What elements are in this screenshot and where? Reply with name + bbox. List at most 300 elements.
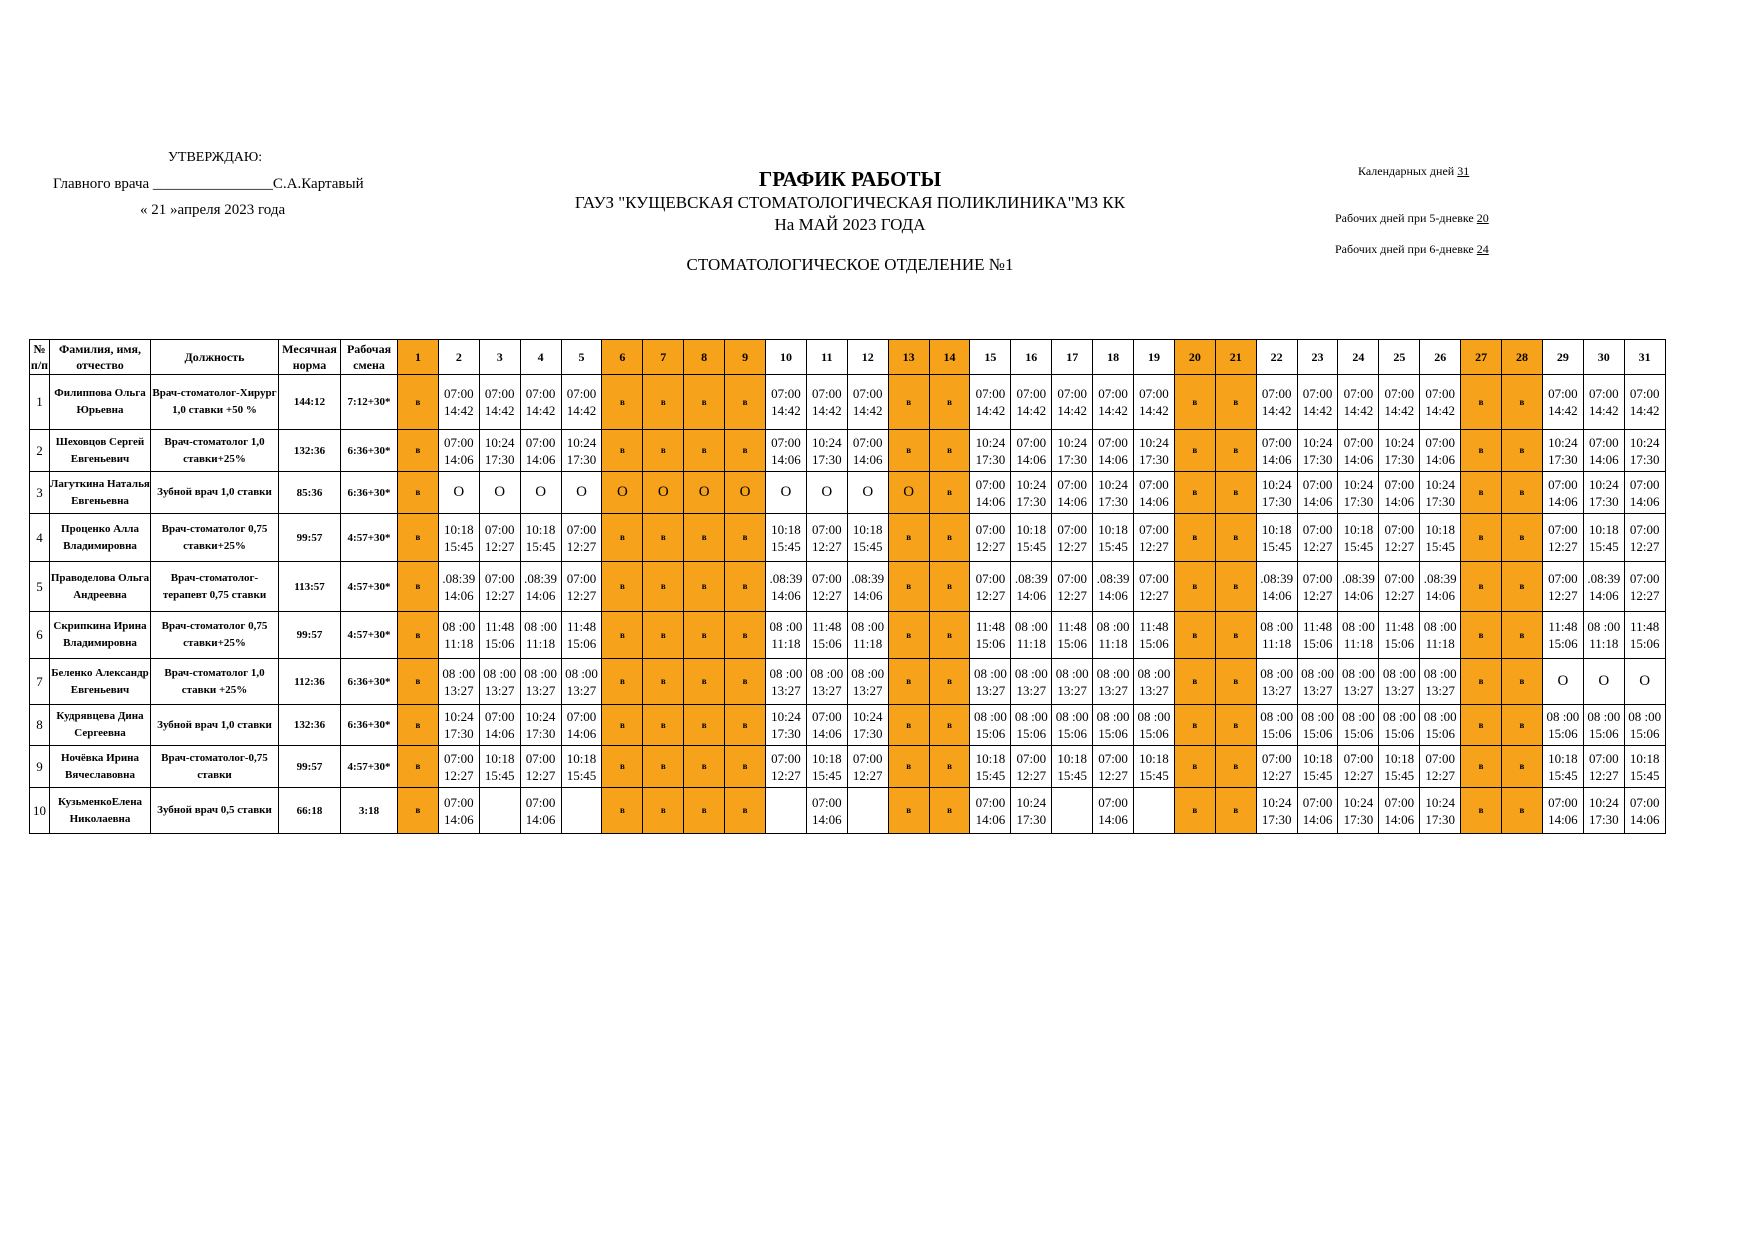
schedule-cell: .08:39 14:06 bbox=[847, 562, 888, 612]
header-day-31: 31 bbox=[1624, 340, 1665, 375]
schedule-cell: 07:00 14:42 bbox=[1624, 375, 1665, 430]
schedule-cell: 07:00 12:27 bbox=[1134, 514, 1175, 562]
schedule-cell: 08 :00 15:06 bbox=[1338, 705, 1379, 746]
schedule-cell: 07:00 14:06 bbox=[520, 788, 561, 834]
schedule-cell: 10:24 17:30 bbox=[1256, 472, 1297, 514]
row-number: 4 bbox=[30, 514, 50, 562]
schedule-cell: 10:24 17:30 bbox=[1420, 788, 1461, 834]
schedule-cell: О bbox=[766, 472, 807, 514]
schedule-cell: 10:18 15:45 bbox=[1379, 746, 1420, 788]
schedule-cell: 07:00 14:06 bbox=[806, 705, 847, 746]
schedule-cell: в bbox=[1502, 514, 1543, 562]
schedule-cell: 10:18 15:45 bbox=[1052, 746, 1093, 788]
schedule-cell: 08 :00 15:06 bbox=[1052, 705, 1093, 746]
schedule-cell: в bbox=[888, 375, 929, 430]
schedule-cell: в bbox=[725, 705, 766, 746]
schedule-cell: 07:00 14:42 bbox=[520, 375, 561, 430]
employee-position: Врач-стоматолог-Хирург 1,0 ставки +50 % bbox=[151, 375, 279, 430]
schedule-cell: О bbox=[520, 472, 561, 514]
table-row bbox=[30, 562, 1666, 612]
schedule-cell: 08 :00 13:27 bbox=[1256, 659, 1297, 705]
schedule-cell: в bbox=[929, 788, 970, 834]
schedule-cell: в bbox=[1461, 705, 1502, 746]
schedule-cell: в bbox=[1215, 472, 1256, 514]
schedule-cell: 07:00 14:06 bbox=[1093, 430, 1134, 472]
schedule-cell: 08 :00 13:27 bbox=[1420, 659, 1461, 705]
employee-name: Лагуткина Наталья Евгеньевна bbox=[50, 472, 151, 514]
schedule-cell: в bbox=[1174, 430, 1215, 472]
schedule-cell: 07:00 12:27 bbox=[1256, 746, 1297, 788]
schedule-cell: 10:24 17:30 bbox=[847, 705, 888, 746]
header-shift: Рабочая смена bbox=[341, 340, 398, 375]
schedule-cell: 10:18 15:45 bbox=[1093, 514, 1134, 562]
approve-label: УТВЕРЖДАЮ: bbox=[168, 150, 263, 165]
schedule-cell: 10:18 15:45 bbox=[1134, 746, 1175, 788]
schedule-cell: 07:00 14:06 bbox=[1052, 472, 1093, 514]
monthly-norm: 132:36 bbox=[279, 705, 341, 746]
schedule-cell: 07:00 14:42 bbox=[1338, 375, 1379, 430]
schedule-cell: в bbox=[929, 514, 970, 562]
employee-name: Скрипкина Ирина Владимировна bbox=[50, 612, 151, 659]
schedule-cell: 07:00 14:06 bbox=[561, 705, 602, 746]
schedule-cell: 08 :00 13:27 bbox=[1379, 659, 1420, 705]
schedule-cell: в bbox=[1174, 705, 1215, 746]
employee-name: Шеховцов Сергей Евгеньевич bbox=[50, 430, 151, 472]
schedule-cell: в bbox=[1174, 659, 1215, 705]
schedule-cell: 07:00 14:06 bbox=[1256, 430, 1297, 472]
schedule-cell: 10:18 15:45 bbox=[847, 514, 888, 562]
schedule-cell: 10:24 17:30 bbox=[1338, 788, 1379, 834]
schedule-cell: О bbox=[438, 472, 479, 514]
schedule-cell: в bbox=[725, 375, 766, 430]
row-number: 7 bbox=[30, 659, 50, 705]
header-day-15: 15 bbox=[970, 340, 1011, 375]
schedule-cell: в bbox=[1461, 612, 1502, 659]
schedule-cell: 10:18 15:45 bbox=[1583, 514, 1624, 562]
employee-name: Праводелова Ольга Андреевна bbox=[50, 562, 151, 612]
schedule-cell: 07:00 14:06 bbox=[520, 430, 561, 472]
schedule-cell: в bbox=[1461, 472, 1502, 514]
schedule-cell: 08 :00 11:18 bbox=[1256, 612, 1297, 659]
schedule-cell: 08 :00 13:27 bbox=[479, 659, 520, 705]
schedule-cell: в bbox=[398, 612, 439, 659]
schedule-cell: в bbox=[1461, 375, 1502, 430]
employee-position: Зубной врач 1,0 ставки bbox=[151, 705, 279, 746]
schedule-cell: 08 :00 15:06 bbox=[1624, 705, 1665, 746]
schedule-cell: 07:00 14:42 bbox=[479, 375, 520, 430]
schedule-cell: 10:18 15:45 bbox=[1338, 514, 1379, 562]
header-day-11: 11 bbox=[806, 340, 847, 375]
schedule-cell: в bbox=[643, 788, 684, 834]
schedule-cell: 07:00 14:06 bbox=[1583, 430, 1624, 472]
schedule-cell: 07:00 14:06 bbox=[970, 472, 1011, 514]
monthly-norm: 99:57 bbox=[279, 746, 341, 788]
schedule-cell: в bbox=[725, 430, 766, 472]
schedule-cell: 08 :00 13:27 bbox=[1338, 659, 1379, 705]
header-norm: Месячная норма bbox=[279, 340, 341, 375]
employee-position: Врач-стоматолог 1,0 ставки+25% bbox=[151, 430, 279, 472]
schedule-cell: в bbox=[643, 562, 684, 612]
schedule-cell: 07:00 12:27 bbox=[1624, 514, 1665, 562]
header-day-29: 29 bbox=[1542, 340, 1583, 375]
schedule-cell: в bbox=[602, 612, 643, 659]
header-num: № п/п bbox=[30, 340, 50, 375]
schedule-cell: в bbox=[1215, 705, 1256, 746]
schedule-cell: 11:48 15:06 bbox=[1052, 612, 1093, 659]
schedule-cell: 11:48 15:06 bbox=[970, 612, 1011, 659]
schedule-cell: 10:18 15:45 bbox=[1624, 746, 1665, 788]
schedule-cell: 10:18 15:45 bbox=[1297, 746, 1338, 788]
schedule-cell: .08:39 14:06 bbox=[1420, 562, 1461, 612]
schedule-cell: 07:00 14:42 bbox=[847, 375, 888, 430]
schedule-cell: в bbox=[684, 746, 725, 788]
schedule-cell: 07:00 12:27 bbox=[1134, 562, 1175, 612]
schedule-cell: 07:00 14:06 bbox=[1379, 788, 1420, 834]
header-day-22: 22 bbox=[1256, 340, 1297, 375]
monthly-norm: 113:57 bbox=[279, 562, 341, 612]
schedule-cell: 10:18 15:45 bbox=[1011, 514, 1052, 562]
schedule-cell: в bbox=[1174, 788, 1215, 834]
schedule-cell bbox=[479, 788, 520, 834]
six-day-value: 24 bbox=[1476, 242, 1489, 256]
schedule-cell: 10:18 15:45 bbox=[1256, 514, 1297, 562]
schedule-cell: в bbox=[1174, 746, 1215, 788]
row-number: 6 bbox=[30, 612, 50, 659]
schedule-cell: 07:00 14:06 bbox=[847, 430, 888, 472]
schedule-cell: в bbox=[602, 514, 643, 562]
schedule-cell: 08 :00 13:27 bbox=[438, 659, 479, 705]
schedule-cell: в bbox=[725, 788, 766, 834]
schedule-cell: в bbox=[684, 562, 725, 612]
header-day-13: 13 bbox=[888, 340, 929, 375]
schedule-cell: .08:39 14:06 bbox=[1011, 562, 1052, 612]
schedule-cell: 08 :00 15:06 bbox=[1542, 705, 1583, 746]
schedule-cell: 08 :00 13:27 bbox=[806, 659, 847, 705]
schedule-cell: .08:39 14:06 bbox=[766, 562, 807, 612]
table-row bbox=[30, 375, 1666, 430]
schedule-cell: 10:24 17:30 bbox=[520, 705, 561, 746]
employee-name: КузьменкоЕлена Николаевна bbox=[50, 788, 151, 834]
schedule-cell: 07:00 12:27 bbox=[438, 746, 479, 788]
schedule-cell: 07:00 14:06 bbox=[1338, 430, 1379, 472]
schedule-cell: 08 :00 11:18 bbox=[1093, 612, 1134, 659]
schedule-cell: 07:00 14:42 bbox=[561, 375, 602, 430]
header-day-23: 23 bbox=[1297, 340, 1338, 375]
schedule-table bbox=[29, 339, 1666, 834]
schedule-cell: 11:48 15:06 bbox=[479, 612, 520, 659]
schedule-cell: в bbox=[643, 514, 684, 562]
schedule-cell: 07:00 12:27 bbox=[1297, 514, 1338, 562]
schedule-cell: в bbox=[398, 472, 439, 514]
schedule-cell: в bbox=[929, 612, 970, 659]
schedule-cell: 07:00 14:42 bbox=[1583, 375, 1624, 430]
schedule-cell: в bbox=[643, 375, 684, 430]
schedule-cell: 10:24 17:30 bbox=[561, 430, 602, 472]
header-day-14: 14 bbox=[929, 340, 970, 375]
schedule-cell bbox=[766, 788, 807, 834]
table-row bbox=[30, 472, 1666, 514]
table-row bbox=[30, 430, 1666, 472]
work-shift: 6:36+30* bbox=[341, 430, 398, 472]
schedule-cell: в bbox=[1215, 746, 1256, 788]
schedule-cell: в bbox=[1461, 746, 1502, 788]
schedule-cell: в bbox=[1502, 659, 1543, 705]
schedule-cell: 07:00 14:06 bbox=[1011, 430, 1052, 472]
header-day-9: 9 bbox=[725, 340, 766, 375]
employee-name: Проценко Алла Владимировна bbox=[50, 514, 151, 562]
schedule-cell: 10:24 17:30 bbox=[1011, 788, 1052, 834]
schedule-cell: в bbox=[725, 514, 766, 562]
schedule-cell: 08 :00 13:27 bbox=[766, 659, 807, 705]
schedule-cell: 07:00 12:27 bbox=[1297, 562, 1338, 612]
schedule-cell: в bbox=[1502, 705, 1543, 746]
schedule-cell: в bbox=[888, 788, 929, 834]
schedule-cell: 08 :00 13:27 bbox=[561, 659, 602, 705]
schedule-cell: в bbox=[684, 705, 725, 746]
header-day-4: 4 bbox=[520, 340, 561, 375]
schedule-cell: в bbox=[643, 659, 684, 705]
schedule-cell: в bbox=[888, 746, 929, 788]
schedule-cell: в bbox=[684, 788, 725, 834]
schedule-cell: 07:00 14:06 bbox=[1542, 472, 1583, 514]
schedule-cell: 08 :00 11:18 bbox=[1338, 612, 1379, 659]
schedule-cell: в bbox=[929, 472, 970, 514]
schedule-cell: .08:39 14:06 bbox=[1093, 562, 1134, 612]
employee-name: Беленко Александр Евгеньевич bbox=[50, 659, 151, 705]
schedule-cell: 07:00 12:27 bbox=[1542, 562, 1583, 612]
schedule-cell: в bbox=[888, 659, 929, 705]
schedule-cell: 07:00 14:42 bbox=[1093, 375, 1134, 430]
schedule-cell: в bbox=[643, 705, 684, 746]
schedule-cell: 10:24 17:30 bbox=[766, 705, 807, 746]
schedule-cell: 08 :00 13:27 bbox=[1052, 659, 1093, 705]
schedule-cell: 08 :00 11:18 bbox=[1583, 612, 1624, 659]
schedule-cell: 07:00 12:27 bbox=[1052, 562, 1093, 612]
schedule-cell: 07:00 12:27 bbox=[970, 514, 1011, 562]
schedule-cell: О bbox=[643, 472, 684, 514]
schedule-cell: в bbox=[929, 375, 970, 430]
schedule-cell: 08 :00 15:06 bbox=[1297, 705, 1338, 746]
schedule-cell: в bbox=[684, 514, 725, 562]
work-shift: 4:57+30* bbox=[341, 746, 398, 788]
schedule-cell: 08 :00 13:27 bbox=[1297, 659, 1338, 705]
schedule-cell: в bbox=[1215, 659, 1256, 705]
schedule-cell: 10:24 17:30 bbox=[1624, 430, 1665, 472]
schedule-cell: в bbox=[1461, 659, 1502, 705]
schedule-cell: О bbox=[847, 472, 888, 514]
monthly-norm: 112:36 bbox=[279, 659, 341, 705]
header-day-24: 24 bbox=[1338, 340, 1379, 375]
row-number: 3 bbox=[30, 472, 50, 514]
schedule-cell: 10:24 17:30 bbox=[1420, 472, 1461, 514]
period-line: На МАЙ 2023 ГОДА bbox=[774, 215, 926, 234]
schedule-cell: 07:00 12:27 bbox=[1011, 746, 1052, 788]
row-number: 5 bbox=[30, 562, 50, 612]
organization-name: ГАУЗ "КУЩЕВСКАЯ СТОМАТОЛОГИЧЕСКАЯ ПОЛИКЛИНИКА"МЗ КК bbox=[574, 193, 1126, 212]
schedule-cell: О bbox=[806, 472, 847, 514]
department-name: СТОМАТОЛОГИЧЕСКОЕ ОТДЕЛЕНИЕ №1 bbox=[686, 255, 1014, 274]
schedule-cell: 07:00 14:06 bbox=[1134, 472, 1175, 514]
schedule-cell: 10:24 17:30 bbox=[1542, 430, 1583, 472]
schedule-cell: 10:24 17:30 bbox=[1297, 430, 1338, 472]
schedule-cell: 07:00 14:42 bbox=[1542, 375, 1583, 430]
header-position: Должность bbox=[151, 340, 279, 375]
six-day-label: Рабочих дней при 6-дневке bbox=[1335, 242, 1474, 256]
schedule-cell: 07:00 12:27 bbox=[847, 746, 888, 788]
schedule-cell: 10:18 15:45 bbox=[479, 746, 520, 788]
row-number: 8 bbox=[30, 705, 50, 746]
schedule-cell: 10:18 15:45 bbox=[561, 746, 602, 788]
schedule-cell: 08 :00 15:06 bbox=[970, 705, 1011, 746]
schedule-cell: 07:00 14:42 bbox=[1420, 375, 1461, 430]
schedule-cell: О bbox=[602, 472, 643, 514]
schedule-body bbox=[30, 375, 1666, 834]
schedule-cell: 07:00 12:27 bbox=[806, 514, 847, 562]
schedule-cell: 07:00 12:27 bbox=[1542, 514, 1583, 562]
schedule-cell: в bbox=[602, 788, 643, 834]
employee-position: Врач-стоматолог 1,0 ставки +25% bbox=[151, 659, 279, 705]
schedule-cell: 07:00 12:27 bbox=[520, 746, 561, 788]
schedule-cell: в bbox=[1215, 375, 1256, 430]
schedule-cell: 08 :00 13:27 bbox=[970, 659, 1011, 705]
monthly-norm: 99:57 bbox=[279, 612, 341, 659]
employee-name: Ночёвка Ирина Вячеславовна bbox=[50, 746, 151, 788]
schedule-cell: в bbox=[888, 430, 929, 472]
header-day-10: 10 bbox=[766, 340, 807, 375]
schedule-cell: в bbox=[602, 562, 643, 612]
schedule-cell: 07:00 14:06 bbox=[806, 788, 847, 834]
schedule-cell: в bbox=[1215, 430, 1256, 472]
employee-position: Врач-стоматолог 0,75 ставки+25% bbox=[151, 612, 279, 659]
schedule-cell: 10:24 17:30 bbox=[1583, 788, 1624, 834]
schedule-cell: в bbox=[725, 659, 766, 705]
schedule-cell: .08:39 14:06 bbox=[1338, 562, 1379, 612]
schedule-cell: 10:24 17:30 bbox=[1256, 788, 1297, 834]
schedule-cell: в bbox=[1461, 430, 1502, 472]
header-day-6: 6 bbox=[602, 340, 643, 375]
schedule-cell: О bbox=[1624, 659, 1665, 705]
six-day-workdays bbox=[1335, 242, 1489, 257]
employee-position: Зубной врач 0,5 ставки bbox=[151, 788, 279, 834]
header-row bbox=[30, 340, 1666, 375]
schedule-cell: 07:00 12:27 bbox=[561, 562, 602, 612]
schedule-cell: 10:24 17:30 bbox=[1134, 430, 1175, 472]
work-shift: 4:57+30* bbox=[341, 514, 398, 562]
schedule-cell: 08 :00 15:06 bbox=[1011, 705, 1052, 746]
schedule-cell: 10:24 17:30 bbox=[806, 430, 847, 472]
row-number: 9 bbox=[30, 746, 50, 788]
header-day-21: 21 bbox=[1215, 340, 1256, 375]
schedule-cell: в bbox=[602, 746, 643, 788]
work-shift: 4:57+30* bbox=[341, 612, 398, 659]
header-day-28: 28 bbox=[1502, 340, 1543, 375]
schedule-cell: в bbox=[1174, 514, 1215, 562]
schedule-cell: в bbox=[725, 612, 766, 659]
schedule-cell: 10:24 17:30 bbox=[438, 705, 479, 746]
schedule-cell: .08:39 14:06 bbox=[1256, 562, 1297, 612]
schedule-cell: в bbox=[398, 659, 439, 705]
work-shift: 7:12+30* bbox=[341, 375, 398, 430]
header-day-20: 20 bbox=[1174, 340, 1215, 375]
schedule-cell: 10:24 17:30 bbox=[1093, 472, 1134, 514]
schedule-cell: 11:48 15:06 bbox=[561, 612, 602, 659]
schedule-cell: 11:48 15:06 bbox=[1297, 612, 1338, 659]
schedule-cell: 07:00 14:42 bbox=[1011, 375, 1052, 430]
schedule-cell: 07:00 14:42 bbox=[766, 375, 807, 430]
schedule-cell: 10:18 15:45 bbox=[766, 514, 807, 562]
header-day-1: 1 bbox=[398, 340, 439, 375]
schedule-cell: 11:48 15:06 bbox=[1542, 612, 1583, 659]
schedule-cell: 07:00 14:06 bbox=[1542, 788, 1583, 834]
schedule-cell: 10:18 15:45 bbox=[1420, 514, 1461, 562]
schedule-cell: 07:00 14:06 bbox=[1379, 472, 1420, 514]
schedule-cell: в bbox=[398, 788, 439, 834]
schedule-cell: 07:00 12:27 bbox=[1420, 746, 1461, 788]
schedule-cell: 07:00 12:27 bbox=[1624, 562, 1665, 612]
header-day-27: 27 bbox=[1461, 340, 1502, 375]
schedule-cell: в bbox=[929, 562, 970, 612]
schedule-cell: 08 :00 15:06 bbox=[1583, 705, 1624, 746]
schedule-cell: 07:00 12:27 bbox=[1052, 514, 1093, 562]
schedule-cell: в bbox=[602, 375, 643, 430]
schedule-cell: 07:00 14:42 bbox=[1297, 375, 1338, 430]
schedule-cell: 07:00 14:06 bbox=[479, 705, 520, 746]
schedule-cell: в bbox=[643, 612, 684, 659]
schedule-cell: О bbox=[684, 472, 725, 514]
monthly-norm: 85:36 bbox=[279, 472, 341, 514]
monthly-norm: 132:36 bbox=[279, 430, 341, 472]
schedule-cell: 07:00 14:06 bbox=[970, 788, 1011, 834]
schedule-cell: 07:00 14:42 bbox=[1379, 375, 1420, 430]
header-name: Фамилия, имя, отчество bbox=[50, 340, 151, 375]
schedule-cell: 08 :00 15:06 bbox=[1134, 705, 1175, 746]
schedule-cell: 07:00 14:06 bbox=[766, 430, 807, 472]
schedule-cell: в bbox=[1215, 612, 1256, 659]
table-row bbox=[30, 612, 1666, 659]
schedule-cell bbox=[1052, 788, 1093, 834]
schedule-cell: 08 :00 13:27 bbox=[847, 659, 888, 705]
schedule-cell bbox=[1134, 788, 1175, 834]
schedule-cell: 10:24 17:30 bbox=[1379, 430, 1420, 472]
schedule-cell: в bbox=[929, 659, 970, 705]
schedule-cell bbox=[847, 788, 888, 834]
schedule-cell: в bbox=[684, 612, 725, 659]
schedule-cell: 07:00 14:42 bbox=[1256, 375, 1297, 430]
schedule-cell: в bbox=[929, 746, 970, 788]
schedule-cell: 08 :00 13:27 bbox=[520, 659, 561, 705]
schedule-cell: 10:24 17:30 bbox=[1583, 472, 1624, 514]
schedule-cell: в bbox=[1502, 562, 1543, 612]
schedule-cell: 10:18 15:45 bbox=[438, 514, 479, 562]
schedule-cell: 10:24 17:30 bbox=[970, 430, 1011, 472]
schedule-cell: в bbox=[602, 430, 643, 472]
table-row bbox=[30, 788, 1666, 834]
schedule-cell: 10:24 17:30 bbox=[479, 430, 520, 472]
schedule-cell: 07:00 14:06 bbox=[1420, 430, 1461, 472]
header-day-17: 17 bbox=[1052, 340, 1093, 375]
calendar-days bbox=[1358, 164, 1469, 179]
table-row bbox=[30, 705, 1666, 746]
schedule-cell: 08 :00 11:18 bbox=[1011, 612, 1052, 659]
calendar-days-label: Календарных дней bbox=[1358, 164, 1455, 178]
schedule-cell: 08 :00 15:06 bbox=[1420, 705, 1461, 746]
row-number: 10 bbox=[30, 788, 50, 834]
schedule-cell: О bbox=[888, 472, 929, 514]
schedule-cell: О bbox=[1583, 659, 1624, 705]
schedule-cell: в bbox=[684, 430, 725, 472]
header-day-18: 18 bbox=[1093, 340, 1134, 375]
schedule-cell: 08 :00 11:18 bbox=[1420, 612, 1461, 659]
